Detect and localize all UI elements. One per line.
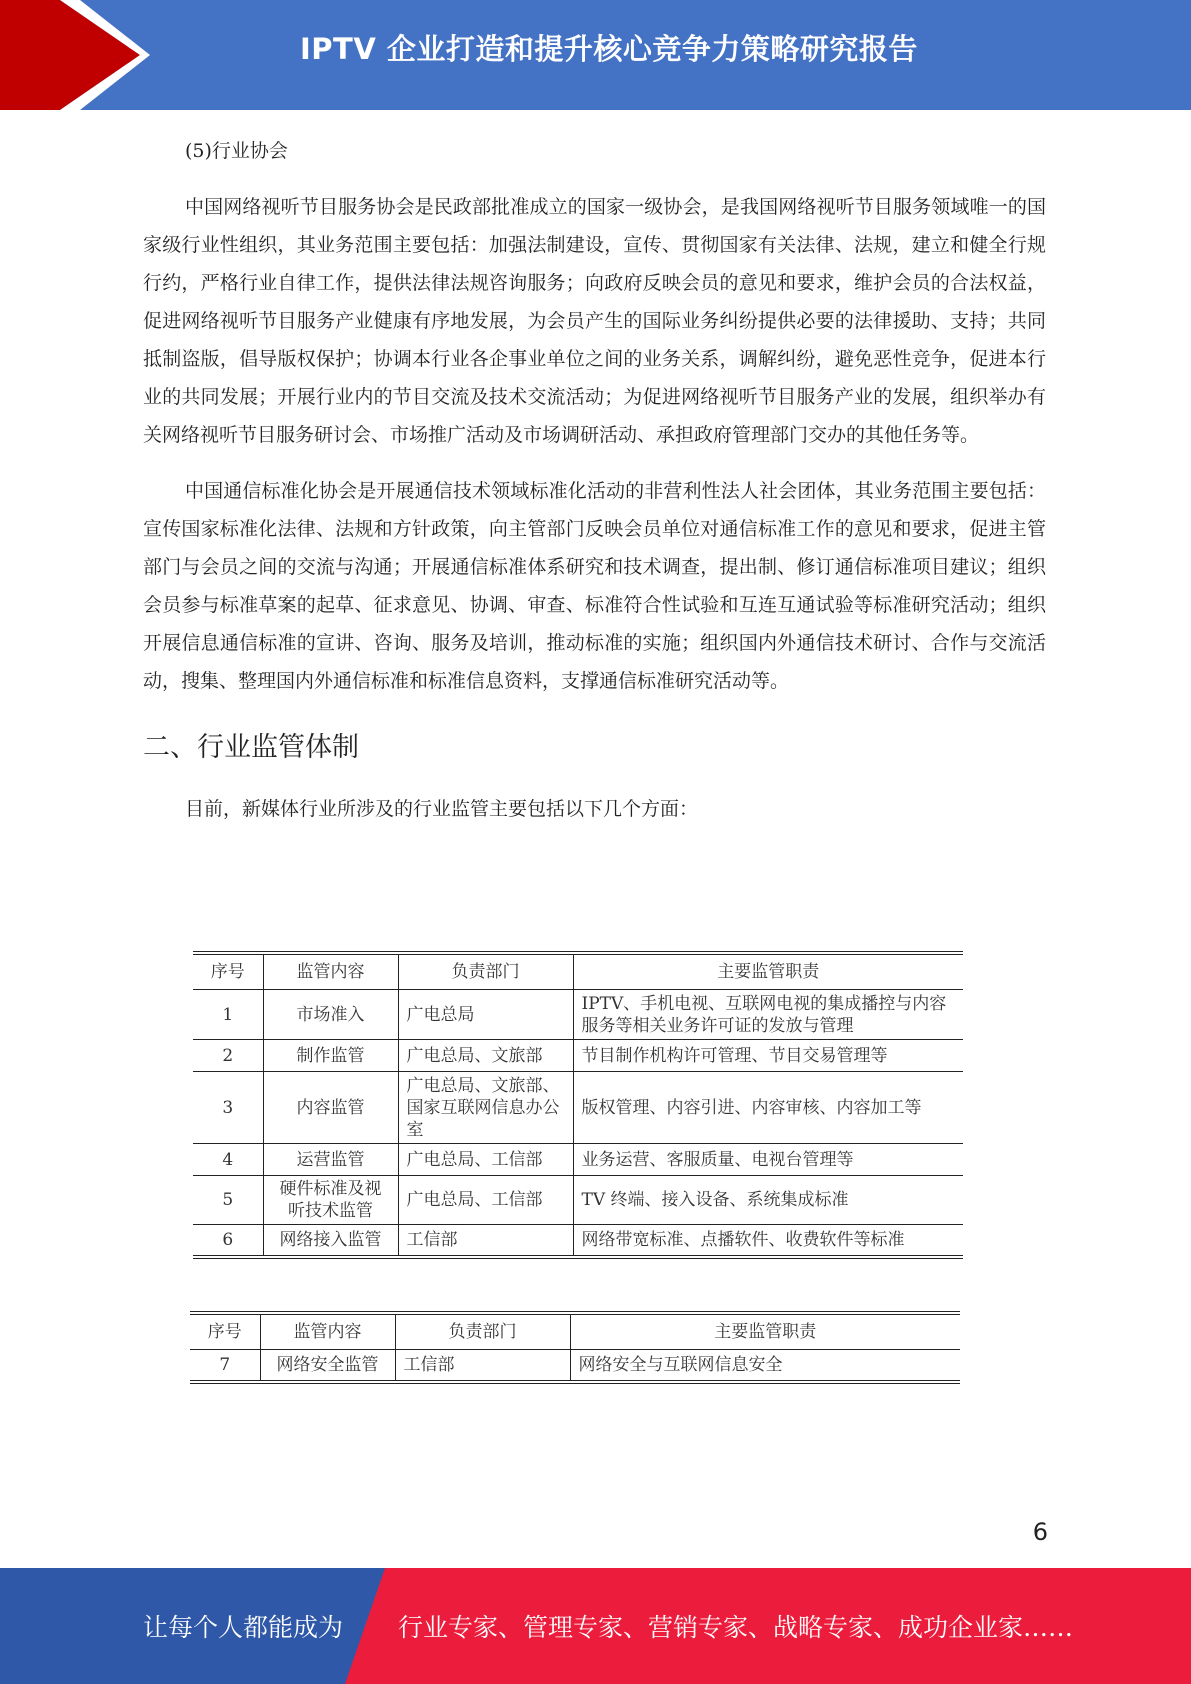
cell-duty: 版权管理、内容引进、内容审核、内容加工等 xyxy=(573,1072,963,1144)
cell-no: 4 xyxy=(193,1144,263,1176)
page-footer xyxy=(0,1568,1191,1684)
header-title: IPTV 企业打造和提升核心竞争力策略研究报告 xyxy=(300,32,918,66)
paragraph-2: 中国通信标准化协会是开展通信技术领域标准化活动的非营利性法人社会团体，其业务范围主要包括：宣传国家标准化法律、法规和方针政策，向主管部门反映会员单位对通信标准工作的意见和要求，促进主管部门与会员之间的交流与沟通；开展通信标准体系研究和技术调查，提出制、修订通信标准项目建议；组织会员参与标准草案的起草、征求意见、协调、审查、标准符合性试验和互连互通试验等标准研究活动；组织开展信息通信标准的宣讲、咨询、服务及培训，推动标准的实施；组织国内外通信技术研讨、合作与交流活动，搜集、整理国内外通信标准和标准信息资料，支撑通信标准研究活动等。 xyxy=(143,480,1046,692)
section-heading: 二、行业监管体制 xyxy=(143,732,359,763)
cell-duty: 节目制作机构许可管理、节目交易管理等 xyxy=(573,1040,963,1072)
cell-no: 7 xyxy=(190,1350,260,1382)
main-content xyxy=(143,132,1046,828)
header-dept: 负责部门 xyxy=(395,1313,570,1350)
table-row xyxy=(193,1176,963,1225)
cell-no: 1 xyxy=(193,990,263,1040)
table-row xyxy=(193,1072,963,1144)
sub-heading: (5)行业协会 xyxy=(185,140,288,162)
cell-no: 3 xyxy=(193,1072,263,1144)
cell-no: 6 xyxy=(193,1225,263,1257)
regulation-table xyxy=(193,951,963,1259)
header-duty: 主要监管职责 xyxy=(570,1313,960,1350)
table-row xyxy=(190,1350,960,1382)
cell-duty: 网络带宽标准、点播软件、收费软件等标准 xyxy=(573,1225,963,1257)
cell-no: 2 xyxy=(193,1040,263,1072)
cell-duty: 业务运营、客服质量、电视台管理等 xyxy=(573,1144,963,1176)
intro-text: 目前，新媒体行业所涉及的行业监管主要包括以下几个方面： xyxy=(185,798,699,820)
cell-duty: IPTV、手机电视、互联网电视的集成播控与内容服务等相关业务许可证的发放与管理 xyxy=(573,990,963,1040)
paragraph-1: 中国网络视听节目服务协会是民政部批准成立的国家一级协会，是我国网络视听节目服务领域唯一的国家级行业性组织，其业务范围主要包括：加强法制建设，宣传、贯彻国家有关法律、法规，建立和健全行规行约，严格行业自律工作，提供法律法规咨询服务；向政府反映会员的意见和要求，维护会员的合法权益，促进网络视听节目服务产业健康有序地发展，为会员产生的国际业务纠纷提供必要的法律援助、支持；共同抵制盗版，倡导版权保护；协调本行业各企事业单位之间的业务关系，调解纠纷，避免恶性竞争，促进本行业的共同发展；开展行业内的节目交流及技术交流活动；为促进网络视听节目服务产业的发展，组织举办有关网络视听节目服务研讨会、市场推广活动及市场调研活动、承担政府管理部门交办的其他任务等。 xyxy=(143,196,1046,446)
table-row xyxy=(193,1144,963,1176)
header-no: 序号 xyxy=(193,953,263,990)
table-row xyxy=(193,1040,963,1072)
table-header-row xyxy=(193,953,963,990)
cell-content: 运营监管 xyxy=(263,1144,398,1176)
header-arrow-graphic xyxy=(0,0,300,110)
cell-no: 5 xyxy=(193,1176,263,1225)
header-duty: 主要监管职责 xyxy=(573,953,963,990)
cell-dept: 广电总局、工信部 xyxy=(398,1176,573,1225)
header-no: 序号 xyxy=(190,1313,260,1350)
regulation-table-continued xyxy=(190,1311,960,1384)
cell-content: 网络安全监管 xyxy=(260,1350,395,1382)
page-number: 6 xyxy=(1032,1518,1048,1546)
cell-content: 市场准入 xyxy=(263,990,398,1040)
table-row xyxy=(193,990,963,1040)
cell-dept: 工信部 xyxy=(395,1350,570,1382)
cell-content: 硬件标准及视听技术监管 xyxy=(263,1176,398,1225)
cell-content: 网络接入监管 xyxy=(263,1225,398,1257)
footer-slogan-left: 让每个人都能成为 xyxy=(143,1613,344,1642)
cell-content: 制作监管 xyxy=(263,1040,398,1072)
cell-duty: TV 终端、接入设备、系统集成标准 xyxy=(573,1176,963,1225)
cell-duty: 网络安全与互联网信息安全 xyxy=(570,1350,960,1382)
header-content: 监管内容 xyxy=(260,1313,395,1350)
header-dept: 负责部门 xyxy=(398,953,573,990)
cell-dept: 工信部 xyxy=(398,1225,573,1257)
page-header xyxy=(0,0,1191,110)
cell-content: 内容监管 xyxy=(263,1072,398,1144)
cell-dept: 广电总局、文旅部 xyxy=(398,1040,573,1072)
table-header-row xyxy=(190,1313,960,1350)
cell-dept: 广电总局、文旅部、国家互联网信息办公室 xyxy=(398,1072,573,1144)
table-row xyxy=(193,1225,963,1257)
header-content: 监管内容 xyxy=(263,953,398,990)
cell-dept: 广电总局、工信部 xyxy=(398,1144,573,1176)
cell-dept: 广电总局 xyxy=(398,990,573,1040)
footer-slogan-right: 行业专家、管理专家、营销专家、战略专家、成功企业家…… xyxy=(398,1613,1074,1642)
